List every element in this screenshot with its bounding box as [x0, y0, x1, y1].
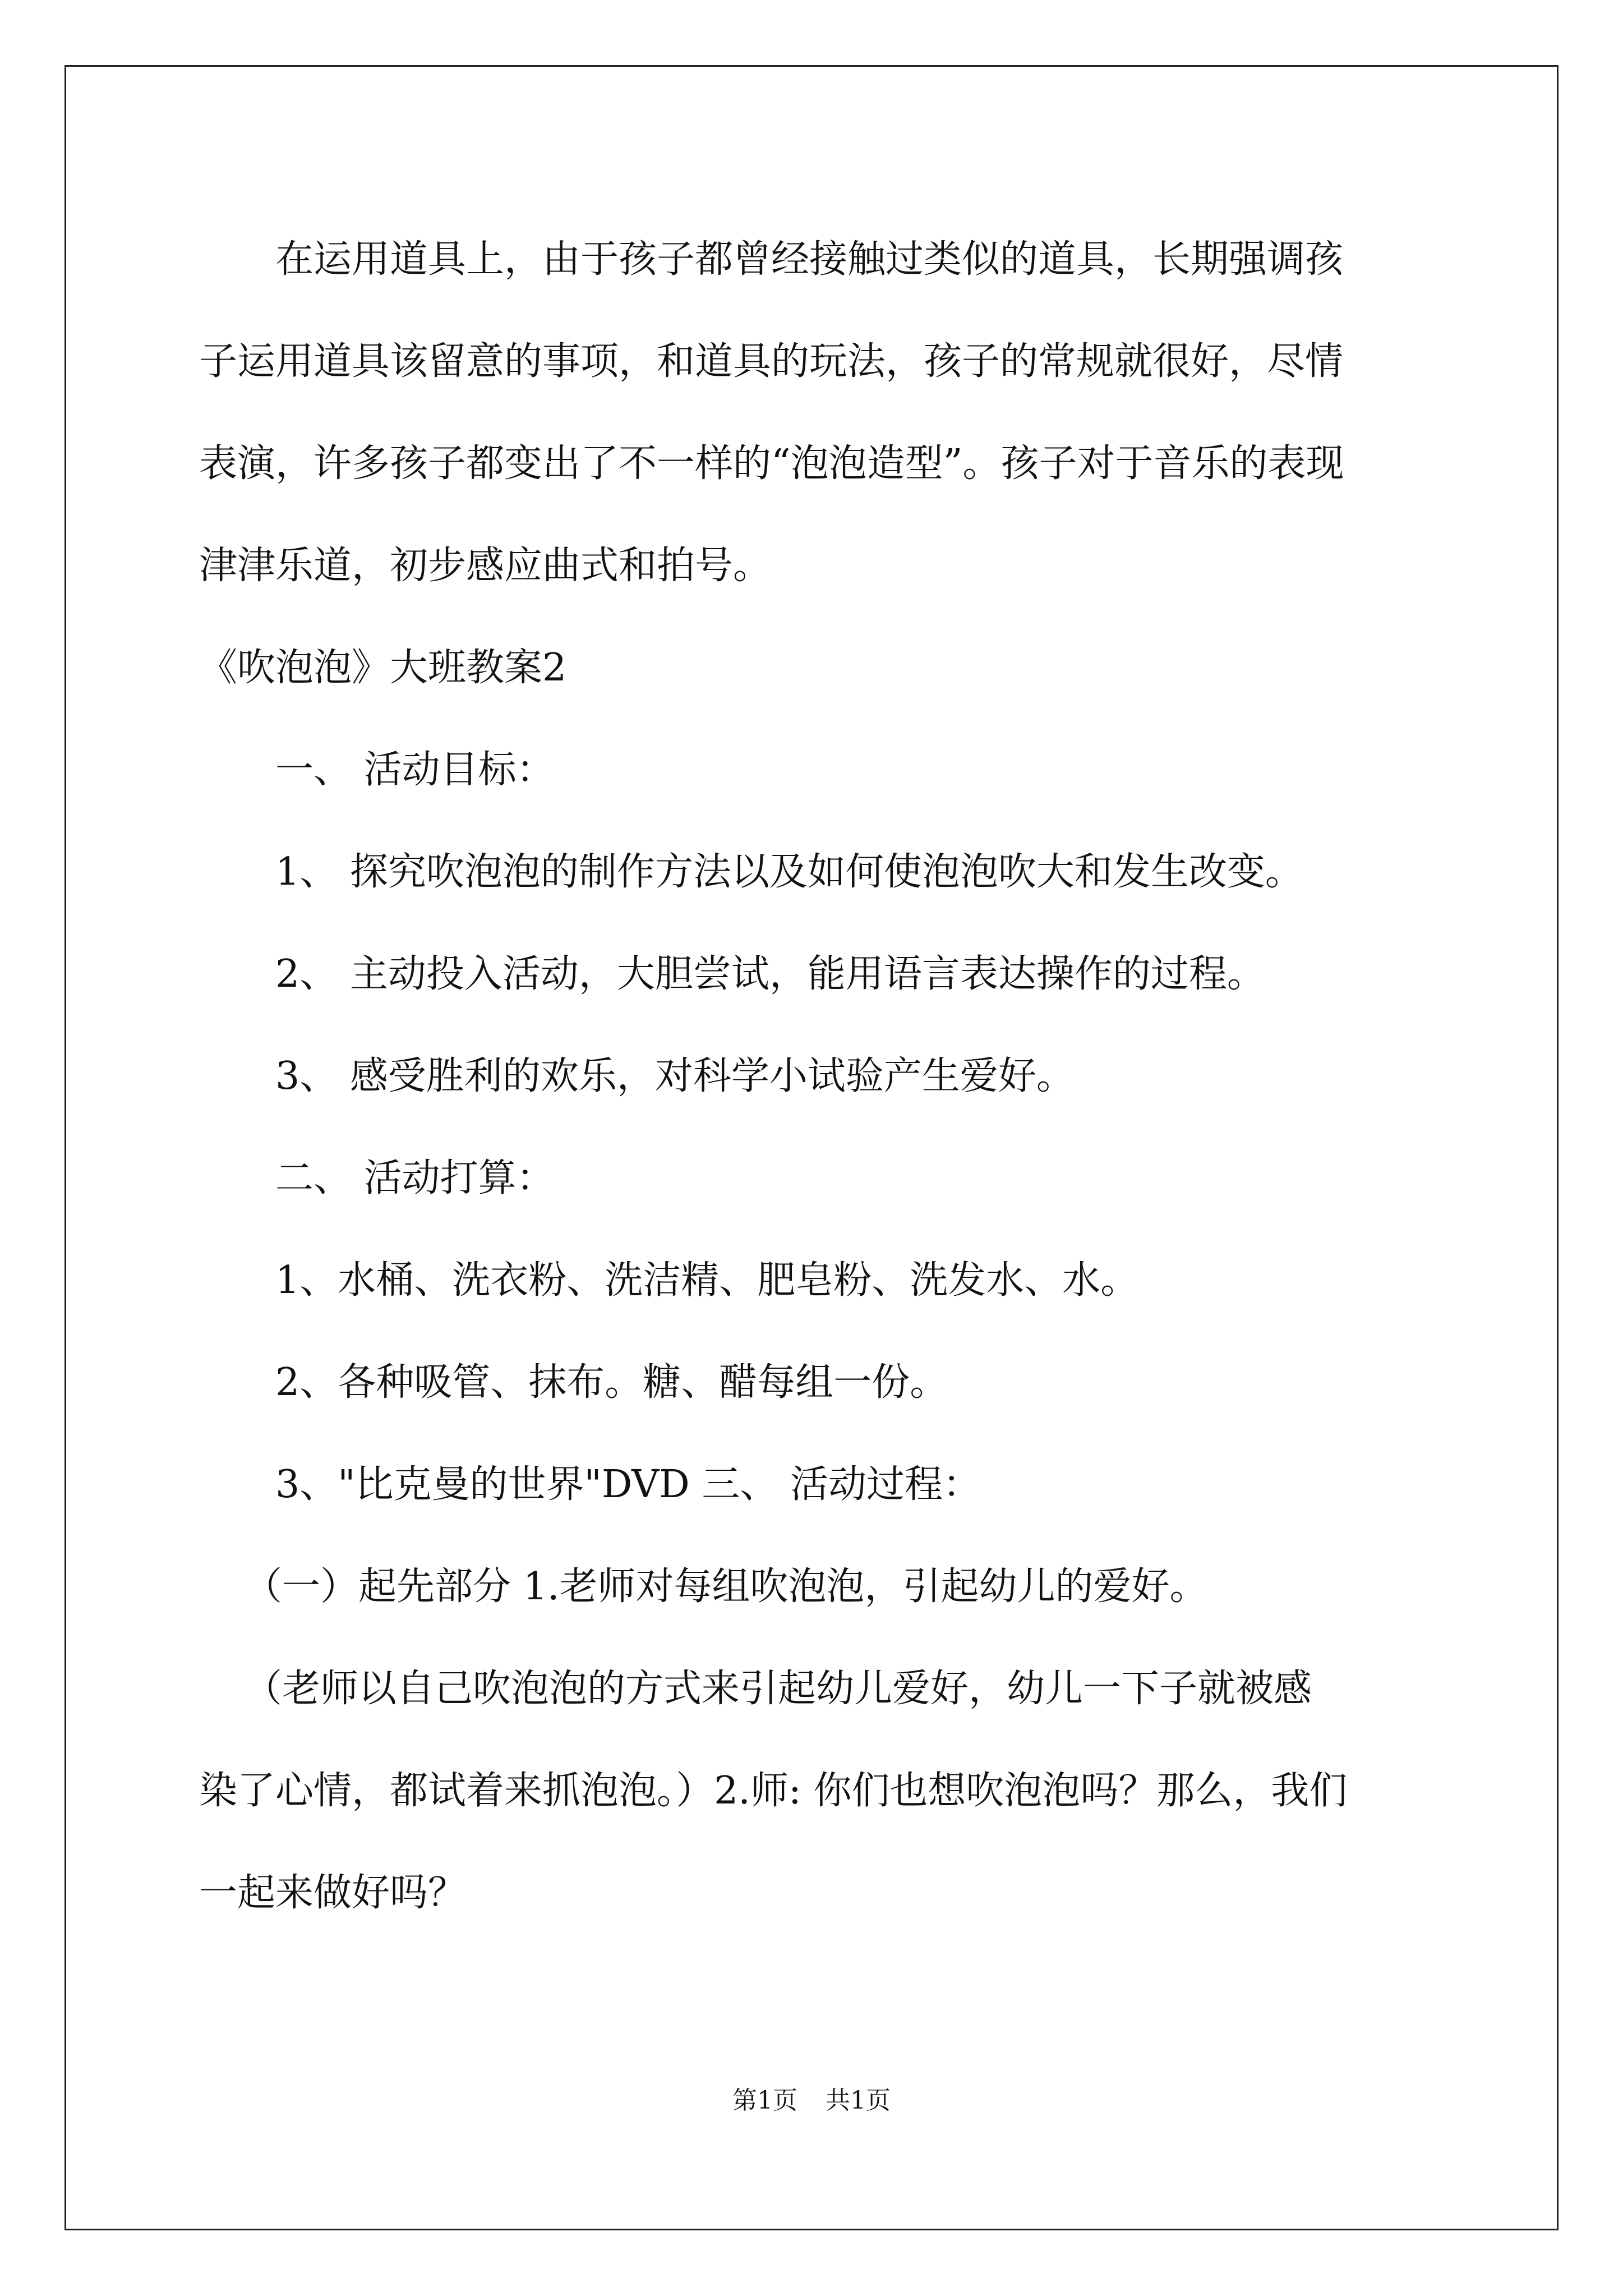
- page-number-total: 共1页: [826, 2086, 891, 2115]
- paragraph-line: 一、 活动目标：: [275, 748, 555, 792]
- paragraph-line: 1、 探究吹泡泡的制作方法以及如何使泡泡吹大和发生改变。: [275, 850, 1303, 894]
- paragraph-line: 3、 感受胜利的欢乐，对科学小试验产生爱好。: [275, 1054, 1075, 1098]
- page-number-current: 第1页: [732, 2086, 797, 2115]
- paragraph-line: 3、"比克曼的世界"DVD 三、 活动过程：: [275, 1462, 981, 1507]
- page-footer: [0, 2080, 1623, 2116]
- paragraph-line: 2、各种吸管、抹布。糖、醋每组一份。: [275, 1360, 948, 1405]
- paragraph-line: 染了心情，都试着来抓泡泡。）2.师: 你们也想吹泡泡吗？那么，我们: [199, 1769, 1348, 1813]
- paragraph-line: 二、 活动打算：: [275, 1156, 555, 1200]
- paragraph-line: 子运用道具该留意的事项，和道具的玩法，孩子的常规就很好，尽情: [199, 339, 1344, 384]
- section-heading: 《吹泡泡》大班教案2: [199, 646, 567, 690]
- paragraph-line: 一起来做好吗？: [199, 1871, 467, 1915]
- paragraph-line: 表演，许多孩子都变出了不一样的“泡泡造型”。孩子对于音乐的表现: [199, 441, 1344, 486]
- document-body: [199, 209, 1427, 1944]
- paragraph-line: 津津乐道，初步感应曲式和拍号。: [199, 544, 772, 588]
- paragraph-line: （老师以自己吹泡泡的方式来引起幼儿爱好，幼儿一下子就被感: [244, 1667, 1312, 1711]
- paragraph-line: 2、 主动投入活动，大胆尝试，能用语言表达操作的过程。: [275, 952, 1265, 996]
- paragraph-line: 在运用道具上，由于孩子都曾经接触过类似的道具，长期强调孩: [275, 237, 1344, 282]
- paragraph-line: 1、水桶、洗衣粉、洗洁精、肥皂粉、洗发水、水。: [275, 1258, 1139, 1303]
- paragraph-line: （一）起先部分 1.老师对每组吹泡泡，引起幼儿的爱好。: [244, 1565, 1208, 1609]
